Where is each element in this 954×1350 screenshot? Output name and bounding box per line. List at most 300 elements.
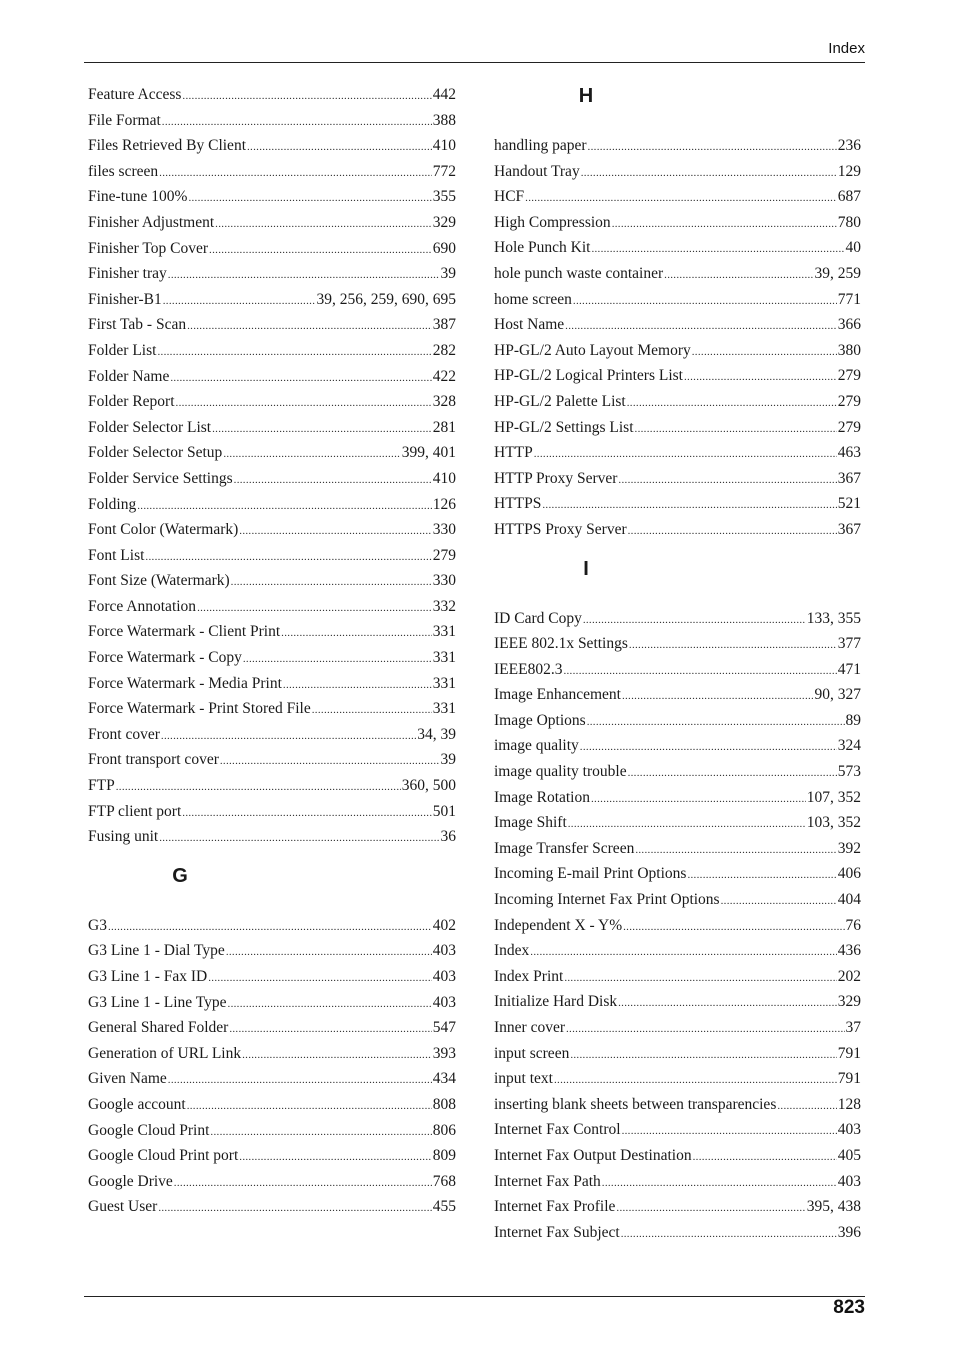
index-page-numbers: 37 bbox=[845, 1019, 861, 1036]
index-entry bbox=[88, 1143, 456, 1169]
index-page-numbers: 403 bbox=[837, 1121, 861, 1139]
index-entry bbox=[494, 1041, 861, 1067]
dot-leader bbox=[162, 108, 432, 136]
dot-leader bbox=[566, 1015, 845, 1043]
dot-leader bbox=[565, 312, 837, 340]
index-term: Finisher Adjustment bbox=[88, 213, 215, 231]
index-entry bbox=[88, 159, 456, 185]
dot-leader bbox=[628, 759, 837, 787]
index-entry bbox=[88, 108, 456, 134]
dot-leader bbox=[627, 389, 837, 417]
index-page-numbers: 422 bbox=[432, 367, 456, 385]
index-entry bbox=[88, 184, 456, 210]
dot-leader bbox=[530, 938, 836, 966]
index-entry bbox=[494, 938, 861, 964]
index-entry bbox=[494, 1220, 861, 1246]
index-term: Force Watermark - Print Stored File bbox=[88, 700, 311, 718]
dot-leader bbox=[174, 1169, 432, 1197]
dot-leader bbox=[623, 913, 844, 941]
index-entry bbox=[494, 1169, 861, 1195]
index-page-numbers: 279 bbox=[432, 546, 456, 564]
index-entry bbox=[494, 1092, 861, 1118]
dot-leader bbox=[684, 363, 837, 391]
index-page-numbers: 463 bbox=[837, 444, 861, 462]
index-term: G3 Line 1 - Dial Type bbox=[88, 942, 225, 960]
index-page-numbers: 521 bbox=[837, 495, 861, 513]
index-entry bbox=[88, 517, 456, 543]
index-entry bbox=[88, 543, 456, 569]
index-page-numbers: 331 bbox=[432, 674, 456, 692]
dot-leader bbox=[108, 913, 432, 941]
dot-leader bbox=[621, 1220, 837, 1248]
index-page-numbers: 39 bbox=[440, 751, 456, 769]
dot-leader bbox=[163, 287, 316, 315]
index-term: Guest User bbox=[88, 1198, 158, 1216]
index-entry bbox=[494, 491, 861, 517]
index-term: Image Options bbox=[494, 711, 586, 729]
dot-leader bbox=[182, 82, 431, 110]
index-term: Index bbox=[494, 942, 530, 960]
dot-leader bbox=[580, 733, 837, 761]
index-page-numbers: 388 bbox=[432, 111, 456, 129]
index-entry bbox=[88, 1169, 456, 1195]
index-entry bbox=[494, 1143, 861, 1169]
index-term: Front transport cover bbox=[88, 751, 219, 769]
index-term: Hole Punch Kit bbox=[494, 239, 591, 257]
dot-leader bbox=[635, 415, 837, 443]
index-entry bbox=[88, 696, 456, 722]
index-page-numbers: 36 bbox=[440, 828, 456, 846]
index-entry bbox=[88, 312, 456, 338]
index-term: HP-GL/2 Auto Layout Memory bbox=[494, 341, 691, 359]
index-page-numbers: 39, 256, 259, 690, 695 bbox=[316, 290, 456, 308]
index-term: Independent X - Y% bbox=[494, 916, 623, 934]
index-page-numbers: 403 bbox=[837, 1172, 861, 1190]
index-term: Feature Access bbox=[88, 86, 182, 103]
index-term: Folder Report bbox=[88, 393, 175, 411]
index-term: Fusing unit bbox=[88, 828, 159, 846]
index-page-numbers: 442 bbox=[432, 86, 456, 103]
dot-leader bbox=[228, 990, 432, 1018]
index-entry bbox=[494, 1194, 861, 1220]
index-term: image quality bbox=[494, 737, 579, 755]
index-page-numbers: 39, 259 bbox=[814, 264, 861, 282]
index-entry bbox=[88, 671, 456, 697]
dot-leader bbox=[223, 440, 400, 468]
index-term: Force Watermark - Media Print bbox=[88, 674, 282, 692]
index-term: Incoming E-mail Print Options bbox=[494, 865, 687, 883]
index-term: Internet Fax Profile bbox=[494, 1198, 616, 1216]
index-page-numbers: 410 bbox=[432, 137, 456, 155]
section-letter-h: H bbox=[578, 85, 594, 107]
index-entry bbox=[88, 645, 456, 671]
dot-leader bbox=[618, 466, 836, 494]
index-entry bbox=[494, 733, 861, 759]
index-page-numbers: 780 bbox=[837, 213, 861, 231]
index-page-numbers: 396 bbox=[837, 1223, 861, 1241]
index-entry bbox=[494, 631, 861, 657]
index-entry bbox=[494, 338, 861, 364]
dot-leader bbox=[564, 964, 836, 992]
dot-leader bbox=[534, 440, 837, 468]
index-entry bbox=[88, 492, 456, 518]
dot-leader bbox=[588, 133, 837, 161]
index-page-numbers: 687 bbox=[837, 188, 861, 206]
index-page-numbers: 395, 438 bbox=[806, 1198, 861, 1216]
index-entry bbox=[494, 133, 861, 159]
dot-leader bbox=[187, 1092, 432, 1120]
dot-leader bbox=[573, 287, 837, 315]
dot-leader bbox=[234, 466, 432, 494]
dot-leader bbox=[283, 671, 432, 699]
index-term: Folder Selector List bbox=[88, 418, 212, 436]
index-page-numbers: 329 bbox=[837, 993, 861, 1011]
section-letter-g: G bbox=[172, 864, 188, 887]
index-term: Files Retrieved By Client bbox=[88, 137, 246, 155]
index-term: Internet Fax Control bbox=[494, 1121, 621, 1139]
index-term: files screen bbox=[88, 162, 159, 180]
dot-leader bbox=[208, 964, 432, 992]
dot-leader bbox=[635, 836, 836, 864]
index-entry bbox=[88, 236, 456, 262]
index-term: input screen bbox=[494, 1044, 570, 1062]
index-term: Force Watermark - Copy bbox=[88, 649, 242, 667]
index-entry bbox=[88, 1066, 456, 1092]
index-term: HP-GL/2 Palette List bbox=[494, 392, 626, 410]
index-term: input text bbox=[494, 1070, 553, 1088]
index-term: Internet Fax Output Destination bbox=[494, 1146, 692, 1164]
dot-leader bbox=[239, 1143, 431, 1171]
index-page-numbers: 129 bbox=[837, 162, 861, 180]
index-page-numbers: 107, 352 bbox=[806, 788, 861, 806]
index-entry bbox=[494, 159, 861, 185]
dot-leader bbox=[618, 989, 837, 1017]
index-term: Google account bbox=[88, 1095, 186, 1113]
dot-leader bbox=[242, 1041, 432, 1069]
index-entry bbox=[88, 82, 456, 108]
index-entry bbox=[494, 415, 861, 441]
index-entry bbox=[88, 338, 456, 364]
index-entry bbox=[88, 133, 456, 159]
index-page-numbers: 324 bbox=[837, 737, 861, 755]
dot-leader bbox=[210, 1118, 431, 1146]
index-entry bbox=[88, 364, 456, 390]
dot-leader bbox=[612, 210, 837, 238]
index-entry bbox=[88, 619, 456, 645]
index-page-numbers: 573 bbox=[837, 763, 861, 781]
dot-leader bbox=[159, 824, 439, 852]
index-term: Google Cloud Print bbox=[88, 1121, 210, 1139]
index-page-numbers: 501 bbox=[432, 802, 456, 820]
index-page-numbers: 89 bbox=[845, 711, 861, 729]
index-entry bbox=[494, 785, 861, 811]
dot-leader bbox=[226, 938, 432, 966]
index-page-numbers: 392 bbox=[837, 839, 861, 857]
dot-leader bbox=[145, 543, 431, 571]
index-page-numbers: 806 bbox=[432, 1121, 456, 1139]
index-term: Font Color (Watermark) bbox=[88, 521, 239, 539]
index-entry bbox=[494, 312, 861, 338]
index-entry bbox=[494, 913, 861, 939]
dot-leader bbox=[168, 1066, 432, 1094]
index-page-numbers: 103, 352 bbox=[806, 814, 861, 832]
index-page-numbers: 331 bbox=[432, 700, 456, 718]
section-spacer bbox=[494, 583, 861, 606]
index-page-numbers: 808 bbox=[432, 1095, 456, 1113]
index-column-left bbox=[88, 82, 456, 1220]
index-page-numbers: 279 bbox=[837, 367, 861, 385]
index-entry bbox=[88, 1194, 456, 1220]
index-term: Finisher Top Cover bbox=[88, 239, 209, 257]
dot-leader bbox=[197, 594, 432, 622]
index-page-numbers: 405 bbox=[837, 1146, 861, 1164]
index-page-numbers: 387 bbox=[432, 316, 456, 334]
dot-leader bbox=[554, 1066, 837, 1094]
index-term: Folding bbox=[88, 495, 137, 513]
index-entry bbox=[88, 1041, 456, 1067]
index-entry bbox=[494, 517, 861, 543]
index-entry bbox=[494, 708, 861, 734]
dot-leader bbox=[622, 1117, 837, 1145]
index-entry bbox=[88, 466, 456, 492]
dot-leader bbox=[281, 619, 432, 647]
index-term: Host Name bbox=[494, 316, 565, 334]
section-letter-i: I bbox=[583, 557, 589, 580]
index-entry bbox=[88, 415, 456, 441]
index-page-numbers: 332 bbox=[432, 597, 456, 615]
index-term: Google Drive bbox=[88, 1172, 173, 1190]
index-term: home screen bbox=[494, 290, 572, 308]
dot-leader bbox=[215, 210, 432, 238]
index-entry bbox=[88, 1092, 456, 1118]
index-term: HTTP Proxy Server bbox=[494, 469, 618, 487]
dot-leader bbox=[721, 887, 837, 915]
index-term: FTP client port bbox=[88, 802, 182, 820]
index-entry bbox=[88, 747, 456, 773]
index-page-numbers: 279 bbox=[837, 392, 861, 410]
dot-leader bbox=[581, 159, 837, 187]
index-term: HTTPS Proxy Server bbox=[494, 520, 627, 538]
index-page-numbers: 331 bbox=[432, 649, 456, 667]
dot-leader bbox=[161, 722, 416, 750]
dot-leader bbox=[158, 1194, 431, 1222]
index-term: Handout Tray bbox=[494, 162, 580, 180]
index-term: Image Shift bbox=[494, 814, 567, 832]
dot-leader bbox=[312, 696, 432, 724]
index-page-numbers: 330 bbox=[432, 572, 456, 590]
dot-leader bbox=[628, 517, 837, 545]
dot-leader bbox=[570, 1041, 836, 1069]
dot-leader bbox=[622, 682, 814, 710]
index-term: High Compression bbox=[494, 213, 611, 231]
index-term: Folder Service Settings bbox=[88, 469, 233, 487]
index-term: IEEE802.3 bbox=[494, 660, 563, 678]
index-page-numbers: 771 bbox=[837, 290, 861, 308]
dot-leader bbox=[568, 810, 806, 838]
index-page-numbers: 791 bbox=[837, 1070, 861, 1088]
index-page-numbers: 471 bbox=[837, 660, 861, 678]
index-entry bbox=[494, 1117, 861, 1143]
index-term: G3 Line 1 - Fax ID bbox=[88, 968, 208, 985]
dot-leader bbox=[212, 415, 432, 443]
index-term: Index Print bbox=[494, 967, 564, 985]
index-entry bbox=[494, 657, 861, 683]
index-term: Given Name bbox=[88, 1070, 167, 1088]
index-page-numbers: 377 bbox=[837, 635, 861, 653]
index-entry bbox=[494, 989, 861, 1015]
index-entry bbox=[88, 990, 456, 1016]
index-entry bbox=[494, 606, 861, 632]
index-page-numbers: 281 bbox=[432, 418, 456, 436]
page-number: 823 bbox=[833, 1297, 865, 1318]
index-group-f bbox=[88, 82, 456, 850]
index-entry bbox=[88, 773, 456, 799]
index-page-numbers: 328 bbox=[432, 393, 456, 411]
dot-leader bbox=[692, 338, 837, 366]
dot-leader bbox=[209, 236, 432, 264]
dot-leader bbox=[591, 785, 806, 813]
dot-leader bbox=[525, 184, 837, 212]
index-page-numbers: 355 bbox=[432, 188, 456, 206]
index-entry bbox=[494, 1015, 861, 1041]
index-page-numbers: 403 bbox=[432, 993, 456, 1011]
index-term: General Shared Folder bbox=[88, 1019, 229, 1037]
dot-leader bbox=[170, 364, 431, 392]
index-page-numbers: 366 bbox=[837, 316, 861, 334]
index-page-numbers: 40 bbox=[845, 239, 861, 257]
index-page-numbers: 236 bbox=[837, 137, 861, 154]
index-page-numbers: 282 bbox=[432, 341, 456, 359]
index-page-numbers: 402 bbox=[432, 916, 456, 934]
index-term: Folder Name bbox=[88, 367, 170, 385]
index-entry bbox=[88, 1015, 456, 1041]
index-page-numbers: 133, 355 bbox=[806, 609, 861, 627]
index-entry bbox=[494, 210, 861, 236]
index-entry bbox=[88, 938, 456, 964]
index-term: ID Card Copy bbox=[494, 609, 582, 627]
index-page-numbers: 360, 500 bbox=[401, 777, 456, 795]
index-term: Fine-tune 100% bbox=[88, 188, 188, 206]
index-entry bbox=[88, 389, 456, 415]
index-entry bbox=[494, 389, 861, 415]
index-entry bbox=[494, 466, 861, 492]
index-term: Initialize Hard Disk bbox=[494, 993, 618, 1011]
index-term: File Format bbox=[88, 111, 161, 129]
index-entry bbox=[494, 759, 861, 785]
index-term: Finisher-B1 bbox=[88, 290, 162, 308]
dot-leader bbox=[563, 657, 836, 685]
index-entry bbox=[494, 836, 861, 862]
section-spacer bbox=[494, 110, 861, 133]
index-entry bbox=[494, 682, 861, 708]
index-page-numbers: 331 bbox=[432, 623, 456, 641]
index-page-numbers: 547 bbox=[432, 1019, 456, 1037]
index-entry bbox=[494, 440, 861, 466]
index-page-numbers: 403 bbox=[432, 968, 456, 985]
index-page-numbers: 809 bbox=[432, 1147, 456, 1165]
page-header-title: Index bbox=[828, 40, 865, 57]
index-term: Finisher tray bbox=[88, 265, 167, 283]
index-page-numbers: 690 bbox=[432, 239, 456, 257]
index-page-numbers: 403 bbox=[432, 942, 456, 960]
dot-leader bbox=[220, 747, 440, 775]
index-page-numbers: 791 bbox=[837, 1044, 861, 1062]
index-term: Force Annotation bbox=[88, 597, 197, 615]
index-column-right bbox=[494, 82, 861, 1245]
footer-rule bbox=[84, 1296, 865, 1297]
dot-leader bbox=[583, 606, 806, 634]
index-entry bbox=[88, 440, 456, 466]
dot-leader bbox=[243, 645, 432, 673]
index-term: inserting blank sheets between transparencies bbox=[494, 1095, 777, 1113]
index-entry bbox=[494, 810, 861, 836]
dot-leader bbox=[687, 861, 836, 889]
index-entry bbox=[88, 799, 456, 825]
index-term: Font List bbox=[88, 546, 145, 564]
index-entry bbox=[494, 261, 861, 287]
index-term: Image Rotation bbox=[494, 788, 590, 806]
index-entry bbox=[494, 964, 861, 990]
index-entry bbox=[88, 964, 456, 990]
index-term: Incoming Internet Fax Print Options bbox=[494, 891, 720, 909]
dot-leader bbox=[239, 517, 431, 545]
dot-leader bbox=[602, 1169, 837, 1197]
index-term: HP-GL/2 Logical Printers List bbox=[494, 367, 683, 385]
index-page-numbers: 393 bbox=[432, 1044, 456, 1062]
index-page-numbers: 90, 327 bbox=[814, 686, 861, 704]
index-entry bbox=[494, 887, 861, 913]
index-term: Image Enhancement bbox=[494, 686, 621, 704]
dot-leader bbox=[777, 1092, 836, 1120]
index-entry bbox=[88, 824, 456, 850]
dot-leader bbox=[157, 338, 431, 366]
index-term: G3 Line 1 - Line Type bbox=[88, 993, 227, 1011]
dot-leader bbox=[188, 184, 431, 212]
index-entry bbox=[88, 287, 456, 313]
index-term: handling paper bbox=[494, 137, 587, 154]
index-page-numbers: 399, 401 bbox=[401, 444, 456, 462]
dot-leader bbox=[664, 261, 813, 289]
dot-leader bbox=[159, 159, 432, 187]
dot-leader bbox=[231, 568, 432, 596]
index-page-numbers: 34, 39 bbox=[417, 725, 456, 743]
index-term: Internet Fax Subject bbox=[494, 1223, 620, 1241]
dot-leader bbox=[168, 261, 440, 289]
dot-leader bbox=[182, 799, 431, 827]
section-spacer bbox=[88, 890, 456, 913]
index-term: Folder Selector Setup bbox=[88, 444, 223, 462]
index-group-g bbox=[88, 913, 456, 1220]
dot-leader bbox=[176, 389, 432, 417]
header-rule bbox=[84, 62, 865, 63]
dot-leader bbox=[616, 1194, 805, 1222]
index-page-numbers: 202 bbox=[837, 967, 861, 985]
index-term: Internet Fax Path bbox=[494, 1172, 601, 1190]
index-page-numbers: 128 bbox=[837, 1095, 861, 1113]
index-term: Google Cloud Print port bbox=[88, 1147, 239, 1165]
index-page-numbers: 404 bbox=[837, 891, 861, 909]
index-term: Force Watermark - Client Print bbox=[88, 623, 281, 641]
dot-leader bbox=[693, 1143, 837, 1171]
index-entry bbox=[88, 722, 456, 748]
index-entry bbox=[494, 1066, 861, 1092]
index-page-numbers: 279 bbox=[837, 418, 861, 436]
index-entry bbox=[88, 594, 456, 620]
index-page-numbers: 367 bbox=[837, 520, 861, 538]
index-term: HTTP bbox=[494, 444, 533, 462]
index-term: IEEE 802.1x Settings bbox=[494, 635, 628, 653]
dot-leader bbox=[629, 631, 837, 659]
